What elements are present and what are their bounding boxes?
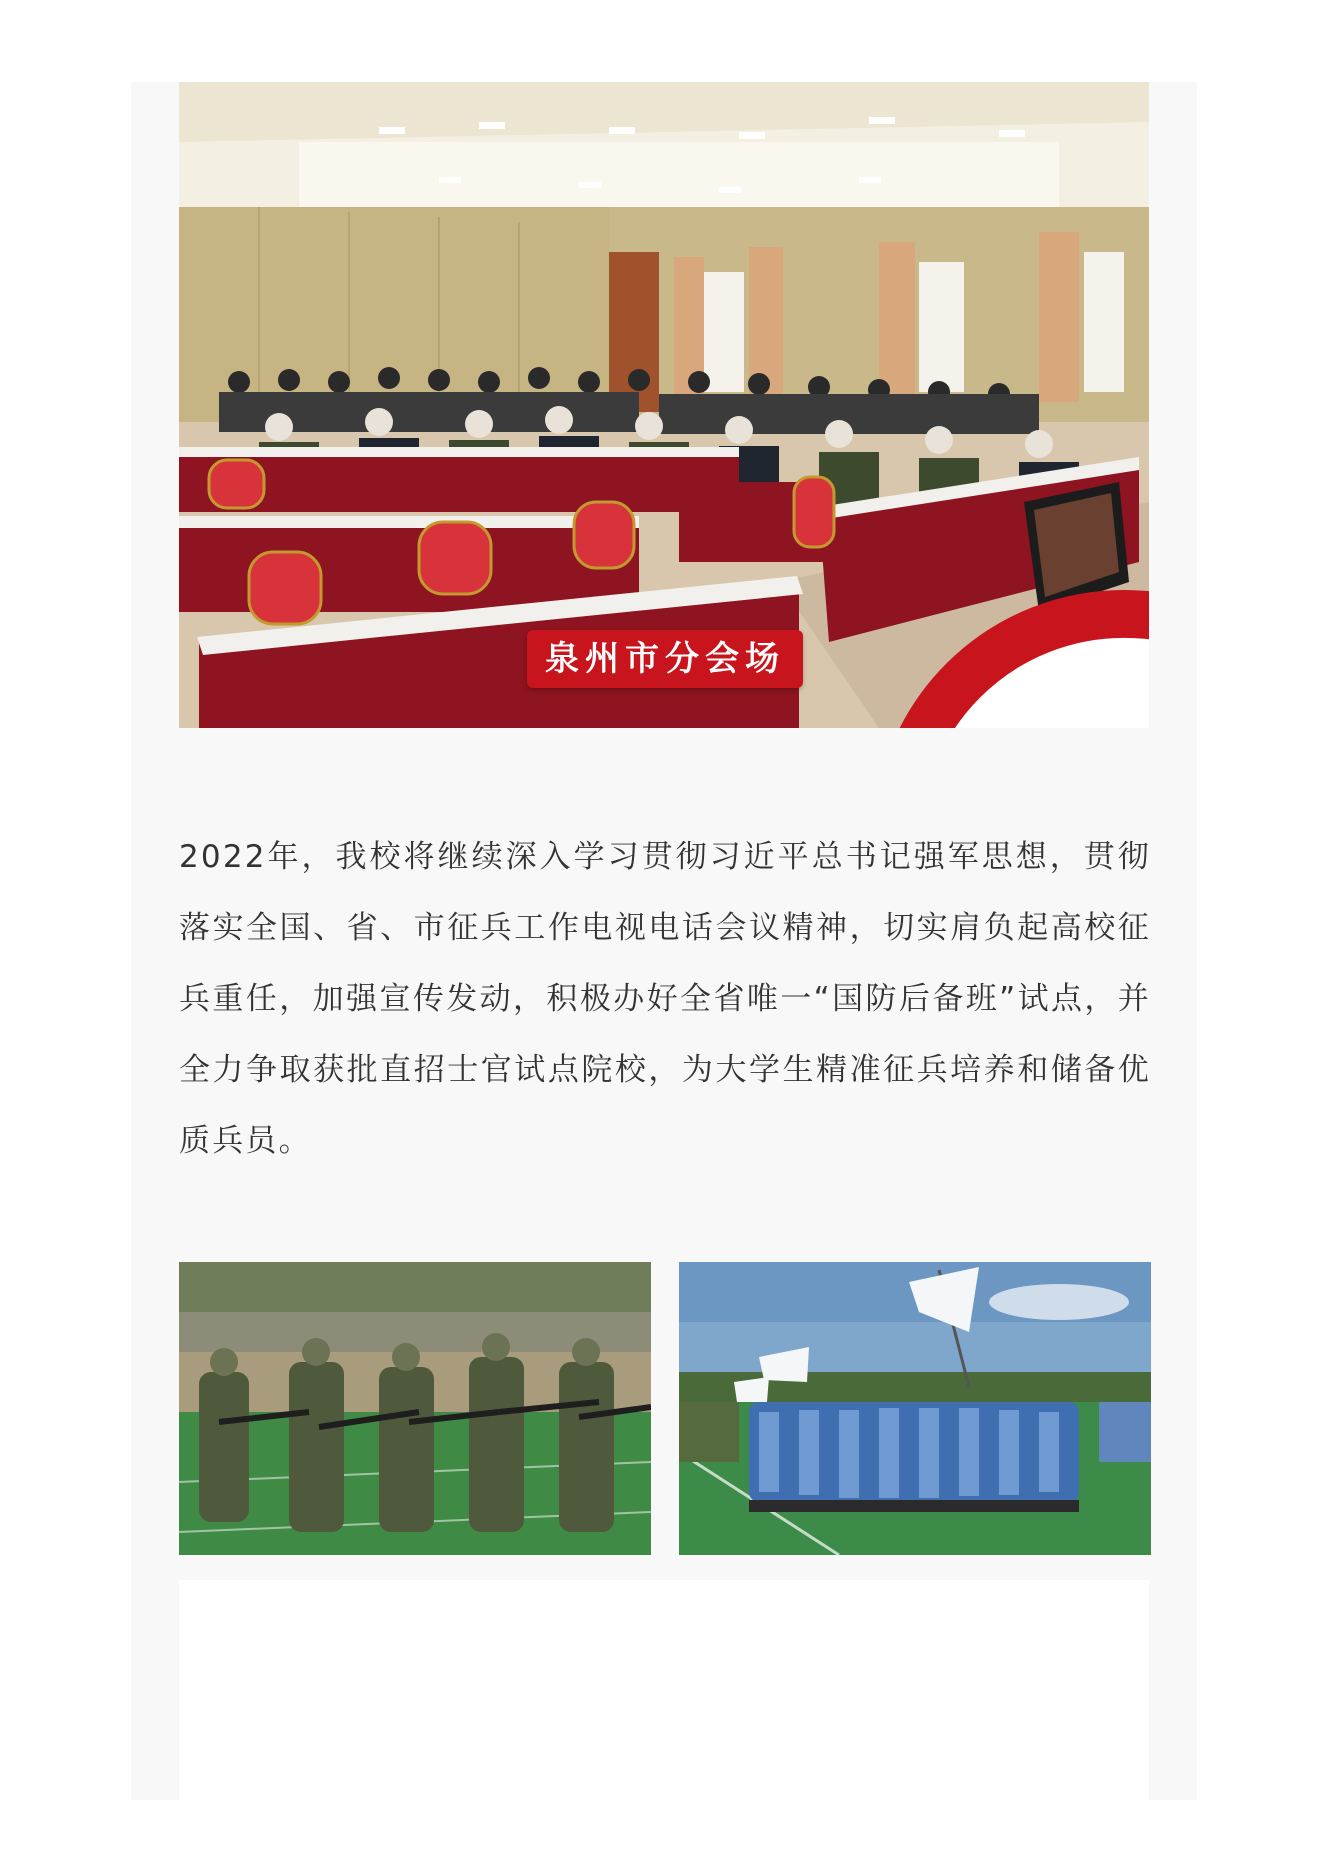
training-photo-right [679,1262,1151,1555]
drill-scene-left [179,1262,651,1555]
conference-photo [179,82,1149,728]
venue-badge: 泉州市分会场 [527,630,803,688]
training-photo-left [179,1262,651,1555]
march-scene-right [679,1262,1151,1555]
image-placeholder [179,1580,1149,1800]
article-paragraph: 2022年，我校将继续深入学习贯彻习近平总书记强军思想，贯彻落实全国、省、市征兵工作电视电话会议精神，切实肩负起高校征兵重任，加强宣传发动，积极办好全省唯一“国防后备班”试点，并全力争取获批直招士官试点院校，为大学生精准征兵培养和储备优质兵员。 [179,839,1151,1159]
article-content [131,82,1197,1800]
